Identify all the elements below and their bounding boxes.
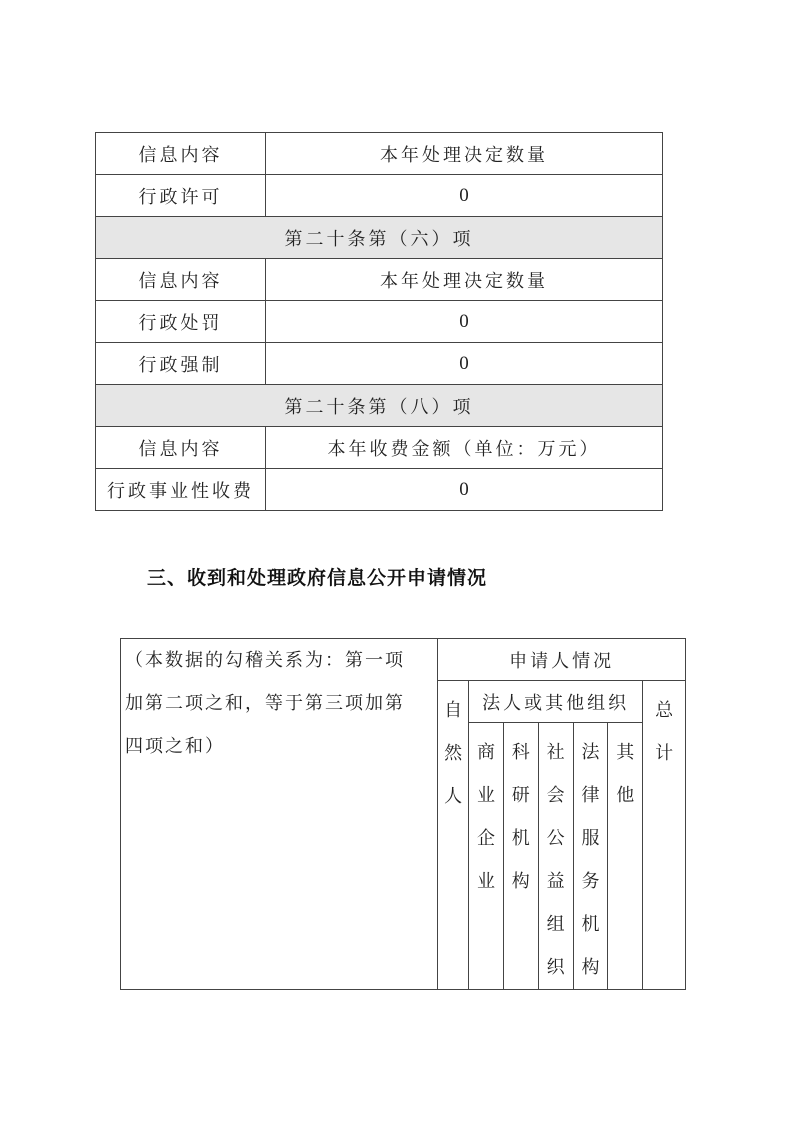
legal-group-header: 法人或其他组织 (469, 681, 643, 723)
row-label: 行政许可 (96, 175, 266, 217)
row-label: 信息内容 (96, 133, 266, 175)
row-label: 行政强制 (96, 343, 266, 385)
social-welfare-org-column (538, 723, 573, 990)
row-label: 行政事业性收费 (96, 469, 266, 511)
header-row (96, 133, 663, 175)
vertical-char: 织 (546, 957, 565, 978)
vertical-char: 律 (581, 785, 600, 806)
row-value: 0 (266, 343, 663, 385)
note-line: 四项之和） (125, 736, 225, 757)
vertical-char: 社 (546, 742, 565, 763)
vertical-char: 业 (476, 871, 495, 892)
vertical-char: 计 (655, 743, 674, 764)
vertical-char: 总 (655, 700, 674, 721)
section-row (96, 385, 663, 427)
row-value: 0 (266, 469, 663, 511)
row-value: 0 (266, 301, 663, 343)
table-row (96, 469, 663, 511)
vertical-char: 机 (511, 828, 530, 849)
column-header: 本年收费金额（单位：万元） (266, 427, 663, 469)
natural-person-column (438, 681, 469, 990)
research-institution-column (503, 723, 538, 990)
vertical-char: 商 (476, 742, 495, 763)
vertical-char: 会 (546, 785, 565, 806)
header-row (96, 259, 663, 301)
section-row (96, 217, 663, 259)
total-column (643, 681, 686, 990)
vertical-char: 他 (616, 785, 635, 806)
row-label: 信息内容 (96, 427, 266, 469)
header-row (96, 427, 663, 469)
applicant-header: 申请人情况 (438, 639, 686, 681)
row-label: 信息内容 (96, 259, 266, 301)
vertical-char: 法 (581, 742, 600, 763)
vertical-char: 然 (444, 743, 463, 764)
disclosure-summary-table (95, 132, 663, 511)
row-label: 行政处罚 (96, 301, 266, 343)
vertical-char: 科 (511, 742, 530, 763)
vertical-char: 益 (546, 871, 565, 892)
vertical-char: 公 (546, 828, 565, 849)
section-heading: 三、收到和处理政府信息公开申请情况 (147, 567, 488, 589)
vertical-char: 其 (616, 742, 635, 763)
vertical-char: 企 (476, 828, 495, 849)
vertical-char: 业 (476, 785, 495, 806)
vertical-char: 机 (581, 914, 600, 935)
vertical-char: 务 (581, 871, 600, 892)
vertical-char: 研 (511, 785, 530, 806)
vertical-char: 服 (581, 828, 600, 849)
table-row (96, 343, 663, 385)
vertical-char: 组 (546, 914, 565, 935)
column-header: 本年处理决定数量 (266, 133, 663, 175)
vertical-char: 构 (511, 871, 530, 892)
vertical-char: 自 (444, 700, 463, 721)
vertical-char: 人 (444, 786, 463, 807)
other-org-column (608, 723, 643, 990)
note-line: 加第二项之和，等于第三项加第 (125, 693, 405, 714)
commercial-enterprise-column (469, 723, 504, 990)
application-statistics-table (120, 638, 686, 990)
table-row (96, 175, 663, 217)
legal-service-column (573, 723, 608, 990)
section-title: 第二十条第（八）项 (96, 385, 663, 427)
section-title: 第二十条第（六）项 (96, 217, 663, 259)
table-row (96, 301, 663, 343)
reconciliation-note (121, 639, 438, 990)
column-header: 本年处理决定数量 (266, 259, 663, 301)
note-line: （本数据的勾稽关系为：第一项 (125, 650, 405, 671)
vertical-char: 构 (581, 957, 600, 978)
row-value: 0 (266, 175, 663, 217)
